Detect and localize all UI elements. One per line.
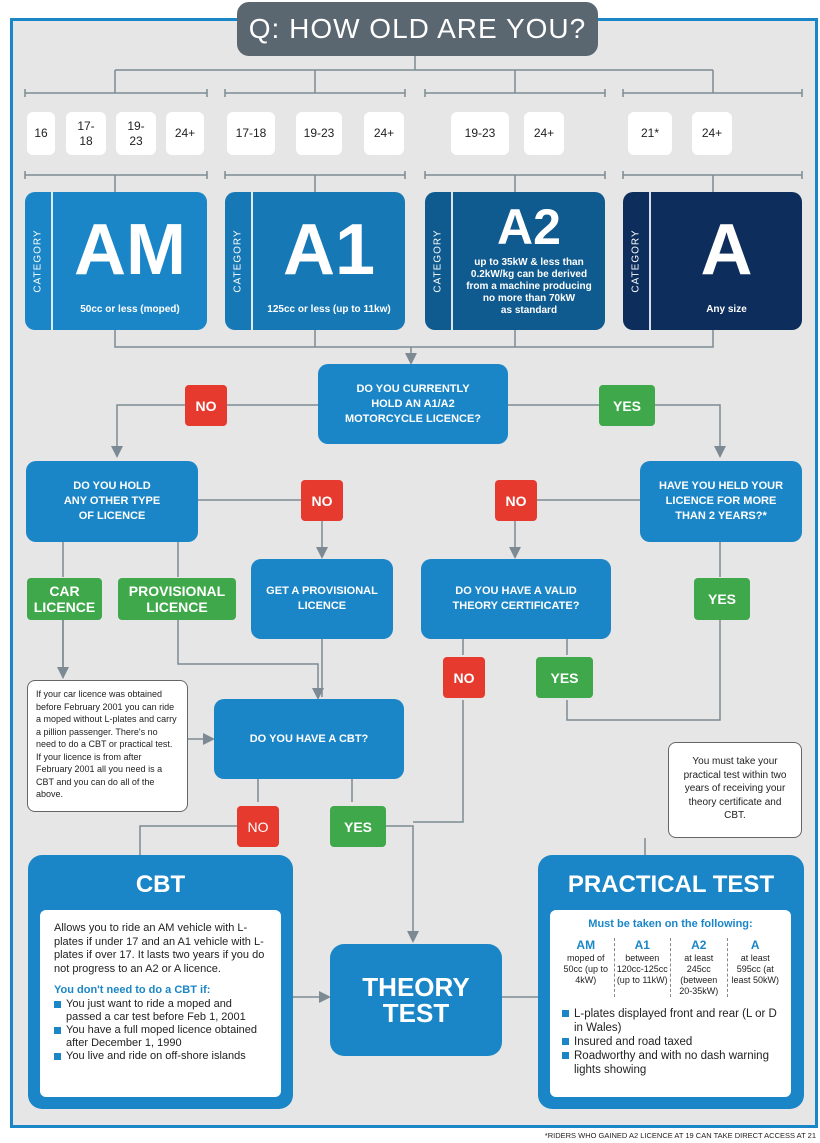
category-code: A xyxy=(700,210,753,290)
cbt-exemption-item: You have a full moped licence obtained after December 1, 1990 xyxy=(54,1024,267,1050)
category-code: A1 xyxy=(282,210,376,290)
question-held-2-years: HAVE YOU HELD YOUR LICENCE FOR MORE THAN 2 YEARS?* xyxy=(640,461,802,542)
age-box: 19-23 xyxy=(296,112,342,155)
category-label: CATEGORY xyxy=(630,229,642,293)
practical-category-code: A xyxy=(750,938,760,952)
practical-category-code: AM xyxy=(576,938,596,952)
category-a2-card xyxy=(425,192,605,330)
category-a1-card xyxy=(225,192,405,330)
practical-test-title: PRACTICAL TEST xyxy=(567,871,775,898)
practical-category-code: A2 xyxy=(691,938,707,952)
category-label: CATEGORY xyxy=(32,229,44,293)
cbt-exemptions-heading: You don't need to do a CBT if: xyxy=(54,984,211,996)
practical-category-text: moped of 50cc (up to 4kW) xyxy=(563,953,609,985)
cbt-description: Allows you to ride an AM vehicle with L-plates if under 17 and an A1 vehicle with L-plates if over 17. It lasts two years if you do not progress to an A2 or A licence. xyxy=(54,922,265,975)
practical-category-column xyxy=(727,938,784,997)
practical-test-note: You must take your practical test within two years of receiving your theory certificate and CBT. xyxy=(668,742,802,838)
yes-badge: YES xyxy=(694,578,750,620)
practical-category-text: at least 595cc (at least 50kW) xyxy=(731,953,779,985)
no-badge: NO xyxy=(237,806,279,847)
cbt-panel xyxy=(28,855,293,1109)
age-box: 21* xyxy=(628,112,672,155)
practical-requirement-item: Roadworthy and with no dash warning lights showing xyxy=(562,1049,783,1077)
practical-category-text: at least 245cc (between 20-35kW) xyxy=(679,953,719,996)
practical-test-heading: Must be taken on the following: xyxy=(588,918,753,930)
cbt-info-card xyxy=(40,910,281,1097)
question-theory-certificate: DO YOU HAVE A VALID THEORY CERTIFICATE? xyxy=(421,559,611,639)
age-box: 17- 18 xyxy=(66,112,106,155)
footnote: *RIDERS WHO GAINED A2 LICENCE AT 19 CAN TAKE DIRECT ACCESS AT 21 xyxy=(544,1131,816,1140)
category-a-card xyxy=(623,192,802,330)
practical-requirement-item: Insured and road taxed xyxy=(562,1035,783,1049)
page-title: Q: HOW OLD ARE YOU? xyxy=(237,2,598,56)
question-have-cbt: DO YOU HAVE A CBT? xyxy=(214,699,404,779)
no-badge: NO xyxy=(185,385,227,426)
age-box: 24+ xyxy=(364,112,404,155)
yes-badge: YES xyxy=(599,385,655,426)
practical-category-column xyxy=(670,938,727,997)
category-description: up to 35kW & less than 0.2kW/kg can be derived from a machine producing no more than 70kW as standard xyxy=(466,257,592,316)
no-badge: NO xyxy=(301,480,343,521)
category-description: 125cc or less (up to 11kw) xyxy=(267,304,391,315)
car-licence-note: If your car licence was obtained before February 2001 you can ride a moped without L-plates and carry a pillion passenger. There's no need to do a CBT or practical test. If your licence is from after February 2001 all you need is a CBT and you can do all of the above. xyxy=(27,680,188,812)
yes-badge: YES xyxy=(536,657,593,698)
practical-test-info-card xyxy=(550,910,791,1097)
no-badge: NO xyxy=(495,480,537,521)
question-hold-a1-a2: DO YOU CURRENTLY HOLD AN A1/A2 MOTORCYCLE LICENCE? xyxy=(318,364,508,444)
age-box: 19-23 xyxy=(451,112,509,155)
yes-badge: YES xyxy=(330,806,386,847)
practical-category-text: between 120cc-125cc (up to 11kW) xyxy=(616,953,668,985)
category-code: AM xyxy=(74,210,186,290)
practical-requirement-item: L-plates displayed front and rear (L or D in Wales) xyxy=(562,1007,783,1035)
question-other-licence: DO YOU HOLD ANY OTHER TYPE OF LICENCE xyxy=(26,461,198,542)
no-badge: NO xyxy=(443,657,485,698)
category-description: 50cc or less (moped) xyxy=(80,304,180,315)
age-box: 19- 23 xyxy=(116,112,156,155)
category-label: CATEGORY xyxy=(432,229,444,293)
age-box: 24+ xyxy=(166,112,204,155)
provisional-licence-badge: PROVISIONAL LICENCE xyxy=(118,578,236,620)
practical-category-code: A1 xyxy=(634,938,650,952)
age-box: 16 xyxy=(27,112,55,155)
category-code: A2 xyxy=(497,199,561,255)
cbt-exemption-item: You live and ride on off-shore islands xyxy=(54,1050,267,1063)
practical-category-column xyxy=(614,938,671,997)
age-box: 24+ xyxy=(692,112,732,155)
category-description: Any size xyxy=(706,304,747,315)
age-box: 17-18 xyxy=(227,112,275,155)
practical-test-categories xyxy=(558,938,783,997)
cbt-title: CBT xyxy=(135,871,186,898)
cbt-exemption-item: You just want to ride a moped and passed a car test before Feb 1, 2001 xyxy=(54,998,267,1024)
age-box: 24+ xyxy=(524,112,564,155)
theory-test-box: THEORY TEST xyxy=(330,944,502,1056)
practical-test-panel xyxy=(538,855,804,1109)
step-get-provisional: GET A PROVISIONAL LICENCE xyxy=(251,559,393,639)
category-label: CATEGORY xyxy=(232,229,244,293)
car-licence-badge: CAR LICENCE xyxy=(27,578,102,620)
practical-category-column xyxy=(558,938,614,997)
category-am-card xyxy=(25,192,207,330)
